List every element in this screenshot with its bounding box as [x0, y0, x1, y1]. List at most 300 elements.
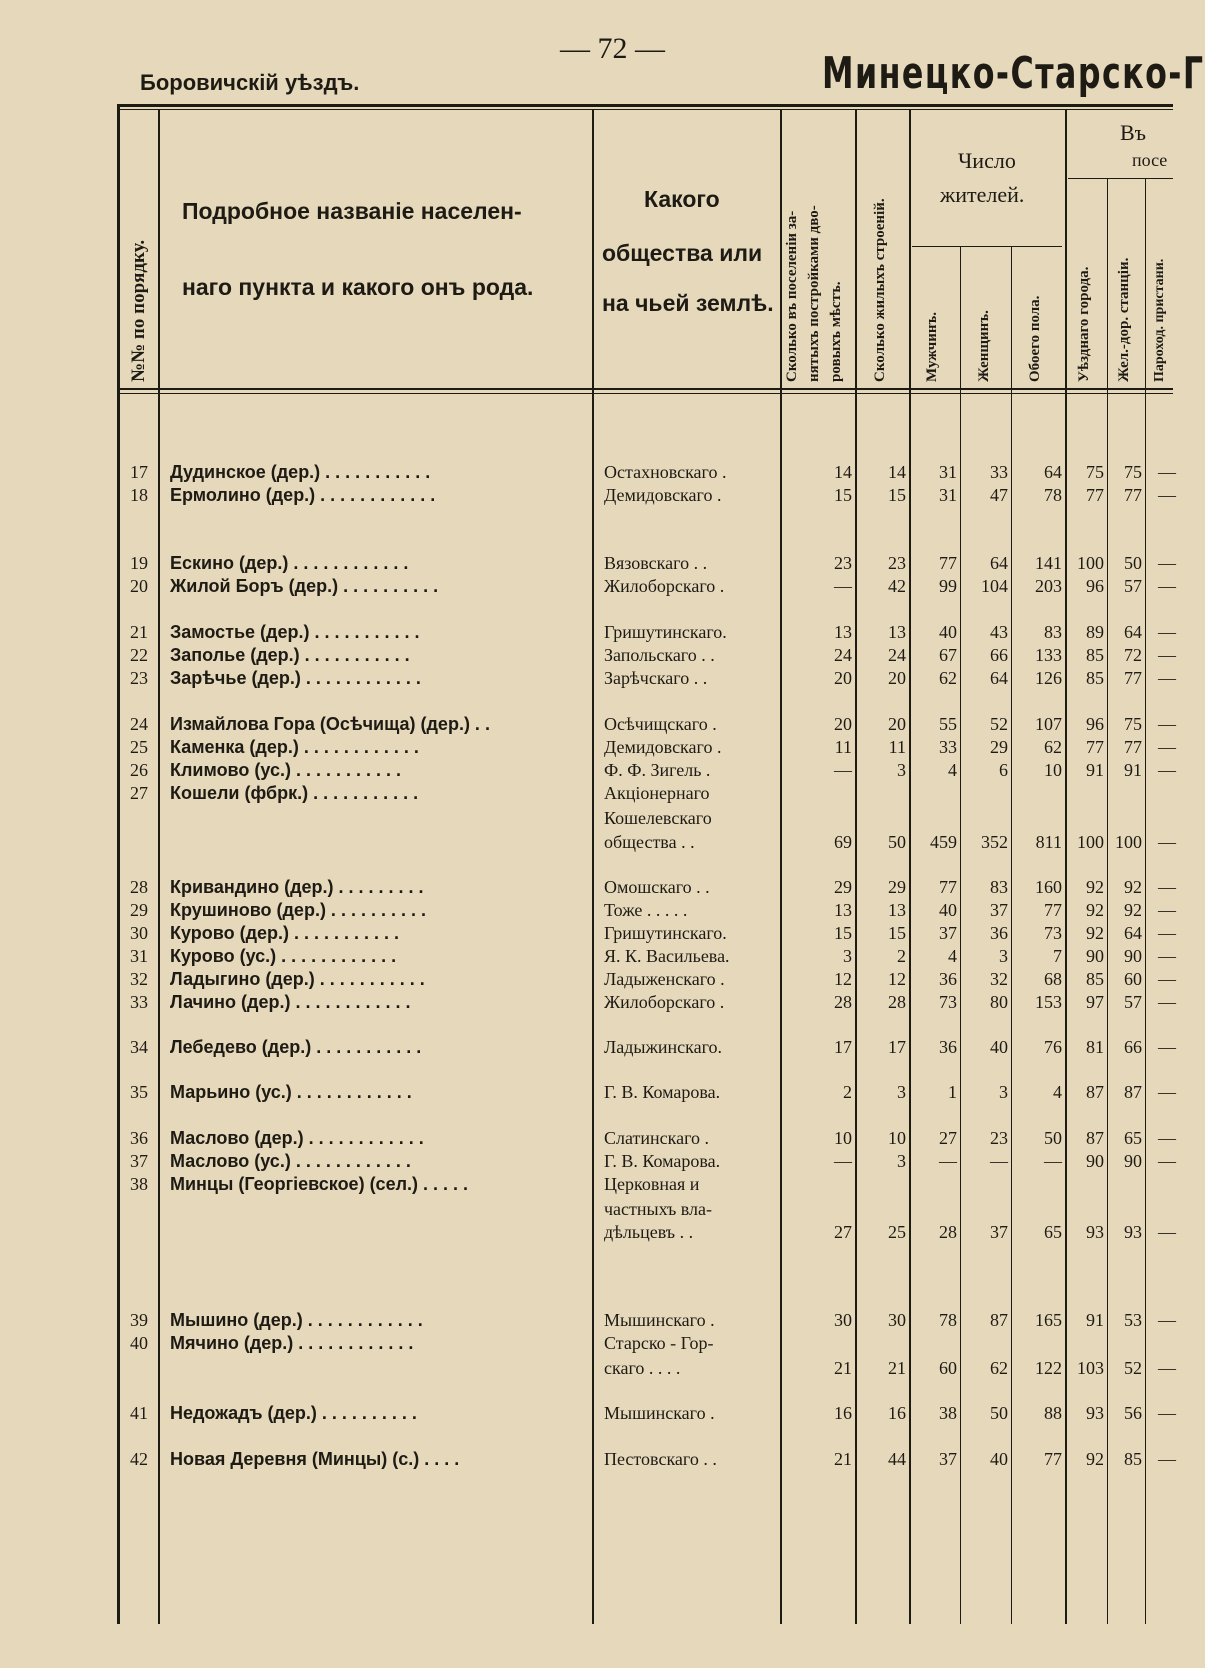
- cell-yards: 13: [834, 900, 852, 920]
- settlement-name: Ермолино (дер.) . . . . . . . . . . . .: [170, 485, 436, 505]
- cell-rail: 60: [1124, 969, 1142, 989]
- cell-pier: —: [1158, 668, 1176, 688]
- society-name: Мышинскаго .: [604, 1310, 715, 1330]
- cell-w: 52: [990, 714, 1008, 734]
- society-name: Кошелевскаго: [604, 808, 712, 828]
- society-name: Мышинскаго .: [604, 1403, 715, 1423]
- society-name: частныхъ вла-: [604, 1199, 712, 1219]
- row-number: 31: [130, 946, 148, 966]
- settlement-name: Маслово (ус.) . . . . . . . . . . . .: [170, 1151, 411, 1171]
- society-name: Церковная и: [604, 1174, 700, 1194]
- row-number: 32: [130, 969, 148, 989]
- col-header-name-line2: наго пункта и какого онъ рода.: [182, 274, 534, 300]
- settlement-name: Марьино (ус.) . . . . . . . . . . . .: [170, 1082, 412, 1102]
- table-row: [0, 1174, 1173, 1196]
- society-name: Г. В. Комарова.: [604, 1082, 721, 1102]
- cell-m: 4: [948, 760, 957, 780]
- row-number: 22: [130, 645, 148, 665]
- cell-m: —: [939, 1151, 957, 1171]
- society-name: Г. В. Комарова.: [604, 1151, 721, 1171]
- cell-w: 87: [990, 1310, 1008, 1330]
- cell-rail: 50: [1124, 553, 1142, 573]
- cell-yards: 30: [834, 1310, 852, 1330]
- settlement-name: Ескино (дер.) . . . . . . . . . . . .: [170, 553, 409, 573]
- cell-t: 133: [1035, 645, 1062, 665]
- cell-w: 62: [990, 1358, 1008, 1378]
- cell-bld: 15: [888, 923, 906, 943]
- cell-w: 50: [990, 1403, 1008, 1423]
- table-row: [0, 485, 1176, 507]
- society-name: Акціонернаго: [604, 783, 710, 803]
- col-rule-soc: [780, 110, 782, 1624]
- col-rule-yards: [855, 110, 857, 1624]
- cell-pier: —: [1158, 992, 1176, 1012]
- table-row: [0, 877, 1176, 899]
- cell-town: 77: [1086, 737, 1104, 757]
- cell-town: 91: [1086, 1310, 1104, 1330]
- society-name: Ф. Ф. Зигель .: [604, 760, 711, 780]
- cell-town: 103: [1077, 1358, 1104, 1378]
- society-name: Ладыжинскаго.: [604, 1037, 723, 1057]
- table-row: [0, 1403, 1176, 1425]
- cell-yards: 27: [834, 1222, 852, 1242]
- cell-t: 78: [1044, 485, 1062, 505]
- cell-bld: 30: [888, 1310, 906, 1330]
- cell-yards: 12: [834, 969, 852, 989]
- col-header-men: Мужчинъ.: [924, 311, 940, 382]
- cell-bld: 20: [888, 668, 906, 688]
- cell-bld: 13: [888, 900, 906, 920]
- page-number: — 72 —: [560, 32, 665, 65]
- society-name: Демидовскаго .: [604, 737, 722, 757]
- cell-rail: 65: [1124, 1128, 1142, 1148]
- cell-town: 85: [1086, 969, 1104, 989]
- table-row: [0, 946, 1176, 968]
- cell-m: 31: [939, 485, 957, 505]
- table-row: [0, 737, 1176, 759]
- society-name: Вязовскаго . .: [604, 553, 708, 573]
- society-name: Омошскаго . .: [604, 877, 710, 897]
- cell-m: 99: [939, 576, 957, 596]
- table-row: [0, 1151, 1176, 1173]
- residents-subrule: [912, 246, 1062, 247]
- table-row: [0, 622, 1176, 644]
- table-row: [0, 1310, 1176, 1332]
- cell-rail: 91: [1124, 760, 1142, 780]
- table-row: [0, 553, 1176, 575]
- cell-bld: 44: [888, 1449, 906, 1469]
- cell-rail: 64: [1124, 923, 1142, 943]
- cell-w: 36: [990, 923, 1008, 943]
- cell-m: 67: [939, 645, 957, 665]
- cell-rail: 77: [1124, 485, 1142, 505]
- cell-town: 96: [1086, 576, 1104, 596]
- society-name: Демидовскаго .: [604, 485, 722, 505]
- cell-t: 73: [1044, 923, 1062, 943]
- cell-pier: —: [1158, 1222, 1176, 1242]
- cell-t: 141: [1035, 553, 1062, 573]
- cell-yards: —: [834, 1151, 852, 1171]
- society-name: Запольскаго . .: [604, 645, 715, 665]
- table-row: [0, 1358, 1176, 1380]
- cell-bld: 29: [888, 877, 906, 897]
- society-name: Остахновскаго .: [604, 462, 727, 482]
- cell-yards: 14: [834, 462, 852, 482]
- cell-w: 83: [990, 877, 1008, 897]
- cell-rail: 92: [1124, 900, 1142, 920]
- region-title: Минецко-Старско-Г: [822, 48, 1205, 99]
- cell-pier: —: [1158, 946, 1176, 966]
- settlement-name: Недожадъ (дер.) . . . . . . . . . .: [170, 1403, 417, 1423]
- cell-bld: 42: [888, 576, 906, 596]
- cell-rail: 53: [1124, 1310, 1142, 1330]
- cell-pier: —: [1158, 622, 1176, 642]
- cell-t: 76: [1044, 1037, 1062, 1057]
- col-rule-name: [592, 110, 594, 1624]
- cell-rail: 57: [1124, 576, 1142, 596]
- cell-m: 36: [939, 1037, 957, 1057]
- cell-w: 40: [990, 1449, 1008, 1469]
- row-number: 34: [130, 1037, 148, 1057]
- col-header-soc-line1: Какого: [644, 186, 720, 212]
- cell-t: 65: [1044, 1222, 1062, 1242]
- table-row: [0, 760, 1176, 782]
- settlement-name: Замостье (дер.) . . . . . . . . . . .: [170, 622, 420, 642]
- cell-w: 3: [999, 1082, 1008, 1102]
- settlement-name: Жилой Боръ (дер.) . . . . . . . . . .: [170, 576, 439, 596]
- col-header-buildings: Сколько жилыхъ строеній.: [872, 198, 888, 382]
- table-row: [0, 645, 1176, 667]
- row-number: 36: [130, 1128, 148, 1148]
- cell-rail: 72: [1124, 645, 1142, 665]
- row-number: 40: [130, 1333, 148, 1353]
- society-name: Осѣчищскаго .: [604, 714, 717, 734]
- top-rule-thin: [117, 109, 1173, 110]
- cell-bld: 12: [888, 969, 906, 989]
- cell-w: 80: [990, 992, 1008, 1012]
- cell-yards: 28: [834, 992, 852, 1012]
- cell-w: 3: [999, 946, 1008, 966]
- cell-pier: —: [1158, 832, 1176, 852]
- cell-town: 97: [1086, 992, 1104, 1012]
- row-number: 21: [130, 622, 148, 642]
- society-name: Слатинскаго .: [604, 1128, 710, 1148]
- cell-pier: —: [1158, 877, 1176, 897]
- settlement-name: Лачино (дер.) . . . . . . . . . . . .: [170, 992, 411, 1012]
- table-row: [0, 1222, 1176, 1244]
- cell-t: 126: [1035, 668, 1062, 688]
- settlement-name: Заполье (дер.) . . . . . . . . . . .: [170, 645, 410, 665]
- cell-pier: —: [1158, 485, 1176, 505]
- table-row: [0, 668, 1176, 690]
- cell-town: 93: [1086, 1403, 1104, 1423]
- society-name: Ладыженскаго .: [604, 969, 725, 989]
- cell-rail: 75: [1124, 714, 1142, 734]
- cell-town: 100: [1077, 832, 1104, 852]
- table-row: [0, 462, 1176, 484]
- cell-pier: —: [1158, 1449, 1176, 1469]
- cell-yards: 24: [834, 645, 852, 665]
- cell-w: 33: [990, 462, 1008, 482]
- cell-pier: —: [1158, 1128, 1176, 1148]
- row-number: 18: [130, 485, 148, 505]
- cell-w: 29: [990, 737, 1008, 757]
- cell-rail: 52: [1124, 1358, 1142, 1378]
- cell-m: 4: [948, 946, 957, 966]
- col-rule-both: [1065, 110, 1067, 1624]
- settlement-name: Новая Деревня (Минцы) (с.) . . . .: [170, 1449, 460, 1469]
- settlement-name: Курово (дер.) . . . . . . . . . . .: [170, 923, 400, 943]
- cell-t: 68: [1044, 969, 1062, 989]
- cell-yards: 11: [834, 737, 852, 757]
- cell-rail: 92: [1124, 877, 1142, 897]
- society-name: Гришутинскаго.: [604, 622, 727, 642]
- row-number: 38: [130, 1174, 148, 1194]
- cell-m: 28: [939, 1222, 957, 1242]
- cell-town: 96: [1086, 714, 1104, 734]
- col-rule-left: [117, 104, 120, 1624]
- society-name: скаго . . . .: [604, 1358, 681, 1378]
- cell-m: 60: [939, 1358, 957, 1378]
- settlement-name: Маслово (дер.) . . . . . . . . . . . .: [170, 1128, 424, 1148]
- cell-m: 459: [930, 832, 957, 852]
- cell-yards: 20: [834, 668, 852, 688]
- col-header-name-line1: Подробное названіе населен-: [182, 198, 522, 224]
- society-name: Жилоборскаго .: [604, 576, 725, 596]
- cell-t: 153: [1035, 992, 1062, 1012]
- settlement-name: Лебедево (дер.) . . . . . . . . . . .: [170, 1037, 422, 1057]
- cell-bld: 14: [888, 462, 906, 482]
- table-row: [0, 1037, 1176, 1059]
- cell-w: 64: [990, 668, 1008, 688]
- cell-t: 4: [1053, 1082, 1062, 1102]
- row-number: 41: [130, 1403, 148, 1423]
- cell-t: 160: [1035, 877, 1062, 897]
- cell-w: 32: [990, 969, 1008, 989]
- cell-yards: 17: [834, 1037, 852, 1057]
- cell-town: 90: [1086, 946, 1104, 966]
- cell-rail: 64: [1124, 622, 1142, 642]
- cell-rail: 90: [1124, 1151, 1142, 1171]
- col-rule-bld: [909, 110, 911, 1624]
- cell-pier: —: [1158, 645, 1176, 665]
- cell-w: 37: [990, 1222, 1008, 1242]
- cell-m: 38: [939, 1403, 957, 1423]
- col-header-soc-line2: общества или: [602, 240, 763, 266]
- cell-t: 50: [1044, 1128, 1062, 1148]
- cell-bld: 28: [888, 992, 906, 1012]
- col-header-yards-line2: нятыхъ постройками дво-: [806, 205, 822, 382]
- row-number: 35: [130, 1082, 148, 1102]
- cell-town: 75: [1086, 462, 1104, 482]
- cell-m: 27: [939, 1128, 957, 1148]
- cell-bld: 13: [888, 622, 906, 642]
- row-number: 24: [130, 714, 148, 734]
- settlement-name: Измайлова Гора (Осѣчища) (дер.) . .: [170, 714, 490, 734]
- row-number: 19: [130, 553, 148, 573]
- table-row: [0, 714, 1176, 736]
- cell-yards: 20: [834, 714, 852, 734]
- society-name: Пестовскаго . .: [604, 1449, 717, 1469]
- cell-m: 40: [939, 900, 957, 920]
- cell-pier: —: [1158, 900, 1176, 920]
- society-name: Я. К. Васильева.: [604, 946, 730, 966]
- row-number: 30: [130, 923, 148, 943]
- cell-w: —: [990, 1151, 1008, 1171]
- cell-bld: 3: [897, 1151, 906, 1171]
- cell-m: 55: [939, 714, 957, 734]
- cell-m: 1: [948, 1082, 957, 1102]
- row-number: 23: [130, 668, 148, 688]
- cell-pier: —: [1158, 576, 1176, 596]
- col-header-pier: Пароход. пристани.: [1152, 258, 1167, 382]
- cell-bld: 3: [897, 1082, 906, 1102]
- cell-w: 66: [990, 645, 1008, 665]
- row-number: 26: [130, 760, 148, 780]
- cell-w: 37: [990, 900, 1008, 920]
- settlement-name: Курово (ус.) . . . . . . . . . . . .: [170, 946, 397, 966]
- settlement-name: Кошели (фбрк.) . . . . . . . . . . .: [170, 783, 419, 803]
- col-header-residents-line1: Число: [958, 148, 1016, 173]
- cell-town: 85: [1086, 668, 1104, 688]
- table-row: [0, 576, 1176, 598]
- col-header-both: Обоего пола.: [1027, 295, 1043, 382]
- cell-m: 37: [939, 1449, 957, 1469]
- cell-yards: 3: [843, 946, 852, 966]
- cell-t: 165: [1035, 1310, 1062, 1330]
- cell-yards: 15: [834, 485, 852, 505]
- cell-rail: 66: [1124, 1037, 1142, 1057]
- cell-bld: 17: [888, 1037, 906, 1057]
- cell-rail: 87: [1124, 1082, 1142, 1102]
- col-header-num: №№ по порядку.: [128, 239, 149, 382]
- cell-bld: 16: [888, 1403, 906, 1423]
- table-row: [0, 900, 1176, 922]
- cell-yards: 21: [834, 1449, 852, 1469]
- top-rule: [117, 104, 1173, 107]
- table-row: [0, 969, 1176, 991]
- settlement-name: Каменка (дер.) . . . . . . . . . . . .: [170, 737, 419, 757]
- cell-t: 203: [1035, 576, 1062, 596]
- cell-pier: —: [1158, 553, 1176, 573]
- table-row: [0, 1199, 1173, 1221]
- cell-rail: 77: [1124, 668, 1142, 688]
- settlement-name: Крушиново (дер.) . . . . . . . . . .: [170, 900, 426, 920]
- society-name: Зарѣчскаго . .: [604, 668, 708, 688]
- row-number: 39: [130, 1310, 148, 1330]
- cell-t: 122: [1035, 1358, 1062, 1378]
- cell-town: 77: [1086, 485, 1104, 505]
- cell-yards: 29: [834, 877, 852, 897]
- cell-w: 43: [990, 622, 1008, 642]
- cell-yards: 10: [834, 1128, 852, 1148]
- cell-w: 40: [990, 1037, 1008, 1057]
- cell-pier: —: [1158, 923, 1176, 943]
- cell-t: 77: [1044, 900, 1062, 920]
- cell-m: 78: [939, 1310, 957, 1330]
- county-title: Боровичскій уѣздъ.: [140, 70, 360, 95]
- cell-m: 40: [939, 622, 957, 642]
- col-header-distance-line1: Въ: [1120, 120, 1147, 145]
- settlement-name: Минцы (Георгіевское) (сел.) . . . . .: [170, 1174, 469, 1194]
- cell-bld: 11: [888, 737, 906, 757]
- cell-bld: 10: [888, 1128, 906, 1148]
- cell-town: 92: [1086, 923, 1104, 943]
- cell-town: 85: [1086, 645, 1104, 665]
- cell-m: 77: [939, 877, 957, 897]
- cell-rail: 56: [1124, 1403, 1142, 1423]
- cell-rail: 100: [1115, 832, 1142, 852]
- cell-rail: 85: [1124, 1449, 1142, 1469]
- cell-t: 77: [1044, 1449, 1062, 1469]
- row-number: 29: [130, 900, 148, 920]
- cell-bld: 24: [888, 645, 906, 665]
- col-header-soc-line3: на чьей землѣ.: [602, 290, 774, 316]
- cell-yards: 2: [843, 1082, 852, 1102]
- cell-yards: 21: [834, 1358, 852, 1378]
- cell-yards: 13: [834, 622, 852, 642]
- col-header-distance-line2: посе: [1132, 150, 1168, 170]
- cell-yards: 15: [834, 923, 852, 943]
- row-number: 25: [130, 737, 148, 757]
- row-number: 27: [130, 783, 148, 803]
- table-row: [0, 1333, 1173, 1355]
- cell-pier: —: [1158, 969, 1176, 989]
- table-row: [0, 783, 1173, 805]
- cell-m: 36: [939, 969, 957, 989]
- table-row: [0, 923, 1176, 945]
- row-number: 28: [130, 877, 148, 897]
- distance-subrule: [1068, 178, 1173, 179]
- cell-t: 64: [1044, 462, 1062, 482]
- cell-pier: —: [1158, 1037, 1176, 1057]
- cell-pier: —: [1158, 737, 1176, 757]
- table-row: [0, 832, 1176, 854]
- cell-bld: 25: [888, 1222, 906, 1242]
- cell-m: 37: [939, 923, 957, 943]
- cell-t: —: [1044, 1151, 1062, 1171]
- settlement-name: Мышино (дер.) . . . . . . . . . . . .: [170, 1310, 423, 1330]
- cell-w: 47: [990, 485, 1008, 505]
- settlement-name: Дудинское (дер.) . . . . . . . . . . .: [170, 462, 431, 482]
- society-name: Гришутинскаго.: [604, 923, 727, 943]
- cell-rail: 93: [1124, 1222, 1142, 1242]
- settlement-name: Кривандино (дер.) . . . . . . . . .: [170, 877, 424, 897]
- cell-bld: 2: [897, 946, 906, 966]
- table-row: [0, 1082, 1176, 1104]
- cell-t: 107: [1035, 714, 1062, 734]
- settlement-name: Ладыгино (дер.) . . . . . . . . . . .: [170, 969, 425, 989]
- cell-t: 88: [1044, 1403, 1062, 1423]
- cell-t: 62: [1044, 737, 1062, 757]
- table-row: [0, 1128, 1176, 1150]
- society-name: дѣльцевъ . .: [604, 1222, 694, 1242]
- society-name: Старско - Гор-: [604, 1333, 714, 1353]
- col-header-yards-line3: ровыхъ мѣстъ.: [828, 281, 844, 382]
- cell-yards: —: [834, 760, 852, 780]
- society-name: Тоже . . . . .: [604, 900, 688, 920]
- cell-town: 92: [1086, 877, 1104, 897]
- col-header-residents-line2: жителей.: [940, 182, 1025, 207]
- cell-pier: —: [1158, 1358, 1176, 1378]
- cell-pier: —: [1158, 1151, 1176, 1171]
- cell-yards: 23: [834, 553, 852, 573]
- cell-town: 93: [1086, 1222, 1104, 1242]
- society-name: общества . .: [604, 832, 695, 852]
- cell-bld: 50: [888, 832, 906, 852]
- cell-m: 73: [939, 992, 957, 1012]
- cell-pier: —: [1158, 760, 1176, 780]
